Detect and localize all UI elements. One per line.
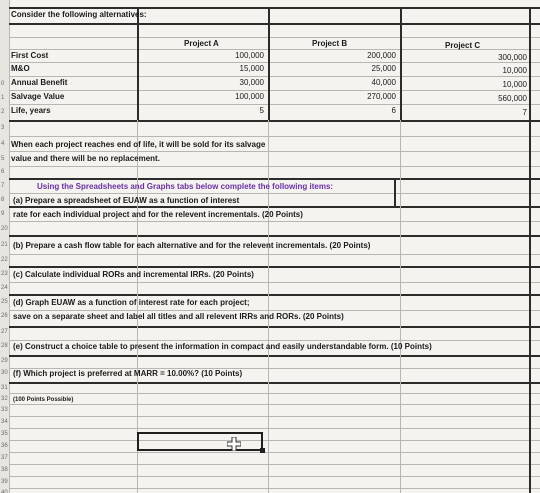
row-number[interactable]: 34 (1, 419, 8, 425)
grid-line (9, 76, 540, 77)
row-number[interactable]: 39 (1, 479, 8, 485)
grid-line (9, 136, 540, 137)
grid-line (9, 294, 540, 296)
grid-line (9, 37, 540, 38)
row-number[interactable]: 20 (1, 226, 8, 232)
row-number[interactable]: 38 (1, 467, 8, 473)
grid-line (9, 464, 540, 465)
row-number[interactable]: 5 (1, 156, 5, 162)
value-c-m-and-o[interactable]: 10,000 (502, 66, 527, 75)
fill-handle[interactable] (260, 448, 265, 453)
row-number[interactable]: 36 (1, 443, 8, 449)
item-d-line-2: save on a separate sheet and label all titles and all relevent IRRs and RORs. (20 Points) (13, 312, 344, 321)
value-b-first-cost[interactable]: 200,000 (367, 51, 396, 60)
value-a-m-and-o[interactable]: 15,000 (239, 64, 264, 73)
grid-line (9, 193, 540, 194)
row-number[interactable]: 22 (1, 257, 8, 263)
row-number[interactable]: 29 (1, 358, 8, 364)
grid-line (529, 7, 531, 493)
note-line-1: When each project reaches end of life, it will be sold for its salvage (11, 140, 266, 149)
instructions-text: Using the Spreadsheets and Graphs tabs below complete the following items: (37, 182, 334, 191)
row-label-life-years: Life, years (11, 106, 51, 115)
grid-line (9, 382, 540, 384)
grid-line (9, 221, 540, 222)
grid-line (9, 428, 540, 429)
header-project-a: Project A (184, 39, 219, 48)
grid-line (9, 178, 540, 180)
grid-line (137, 7, 139, 120)
grid-line (268, 120, 269, 493)
row-number[interactable]: 9 (1, 211, 5, 217)
cross-cursor-icon (227, 437, 241, 451)
item-a-line-1: (a) Prepare a spreadsheet of EUAW as a function of interest (13, 196, 240, 205)
row-number[interactable]: 35 (1, 431, 8, 437)
row-number[interactable]: 2 (1, 109, 5, 115)
row-number[interactable]: 23 (1, 271, 8, 277)
item-b: (b) Prepare a cash flow table for each alternative and for the relevent incrementals. (20 Points) (13, 241, 371, 250)
item-d-line-1: (d) Graph EUAW as a function of interest rate for each project; (13, 298, 250, 307)
value-a-salvage-value[interactable]: 100,000 (235, 92, 264, 101)
sheet-title: Consider the following alternatives: (11, 10, 147, 19)
grid-line (268, 7, 270, 120)
grid-line (9, 488, 540, 489)
row-number[interactable]: 33 (1, 407, 8, 413)
grid-line (9, 254, 540, 255)
value-c-first-cost[interactable]: 300,000 (498, 53, 527, 62)
active-cell-selection[interactable] (137, 432, 263, 451)
grid-line (9, 310, 540, 311)
value-a-life-years[interactable]: 5 (259, 106, 264, 115)
value-a-first-cost[interactable]: 100,000 (235, 51, 264, 60)
value-b-life-years[interactable]: 6 (391, 106, 396, 115)
row-number[interactable]: 27 (1, 329, 8, 335)
row-number[interactable]: 3 (1, 125, 5, 131)
grid-line (9, 452, 540, 453)
grid-line (9, 440, 540, 441)
row-number[interactable]: 30 (1, 370, 8, 376)
row-number[interactable]: 4 (1, 141, 5, 147)
grid-line (9, 23, 540, 25)
item-f: (f) Which project is preferred at MARR = 10.00%? (10 Points) (13, 369, 243, 378)
value-b-m-and-o[interactable]: 25,000 (371, 64, 396, 73)
grid-line (9, 62, 540, 63)
grid-line (9, 476, 540, 477)
item-a-line-2: rate for each individual project and for the relevent incrementals. (20 Points) (13, 210, 303, 219)
grid-line (9, 416, 540, 417)
grid-line (9, 166, 540, 167)
value-c-salvage-value[interactable]: 560,000 (498, 94, 527, 103)
grid-line (9, 404, 540, 405)
grid-line (9, 104, 540, 105)
grid-line (9, 266, 540, 268)
grid-line (9, 90, 540, 91)
row-number[interactable]: 31 (1, 385, 8, 391)
grid-line (394, 178, 396, 206)
value-c-annual-benefit[interactable]: 10,000 (502, 80, 527, 89)
grid-line (9, 282, 540, 283)
row-number[interactable]: 6 (1, 169, 5, 175)
row-number[interactable]: 8 (1, 197, 5, 203)
points-possible-note: (100 Points Possible) (13, 397, 74, 403)
grid-line (9, 355, 540, 357)
row-label-first-cost: First Cost (11, 51, 49, 60)
item-e: (e) Construct a choice table to present the information in compact and easily understandable form. (10 Points) (13, 342, 432, 351)
item-c: (c) Calculate individual RORs and incremental IRRs. (20 Points) (13, 270, 254, 279)
row-label-annual-benefit: Annual Benefit (11, 78, 68, 87)
grid-line (9, 206, 540, 208)
grid-line (9, 340, 540, 341)
row-label-salvage-value: Salvage Value (11, 92, 65, 101)
row-number[interactable]: 37 (1, 455, 8, 461)
value-b-salvage-value[interactable]: 270,000 (367, 92, 396, 101)
value-a-annual-benefit[interactable]: 30,000 (239, 78, 264, 87)
grid-line (9, 120, 540, 122)
grid-line (400, 7, 402, 120)
value-b-annual-benefit[interactable]: 40,000 (371, 78, 396, 87)
row-number[interactable]: 40 (1, 490, 8, 493)
value-c-life-years[interactable]: 7 (522, 108, 527, 117)
grid-line (9, 7, 540, 9)
row-number[interactable]: 0 (1, 81, 5, 87)
row-number[interactable]: 32 (1, 396, 8, 402)
row-number[interactable]: 21 (1, 242, 8, 248)
grid-line (9, 393, 540, 394)
row-number[interactable]: 26 (1, 313, 8, 319)
grid-line (9, 151, 540, 152)
row-number[interactable]: 1 (1, 95, 5, 101)
note-line-2: value and there will be no replacement. (11, 154, 160, 163)
grid-line (9, 235, 540, 237)
row-number[interactable]: 24 (1, 285, 8, 291)
row-label-m-and-o: M&O (11, 64, 30, 73)
row-number[interactable]: 7 (1, 183, 5, 189)
row-number[interactable]: 28 (1, 343, 8, 349)
row-number[interactable]: 25 (1, 299, 8, 305)
header-project-c: Project C (445, 41, 481, 50)
grid-line (400, 120, 401, 493)
grid-line (9, 326, 540, 328)
header-project-b: Project B (312, 39, 348, 48)
